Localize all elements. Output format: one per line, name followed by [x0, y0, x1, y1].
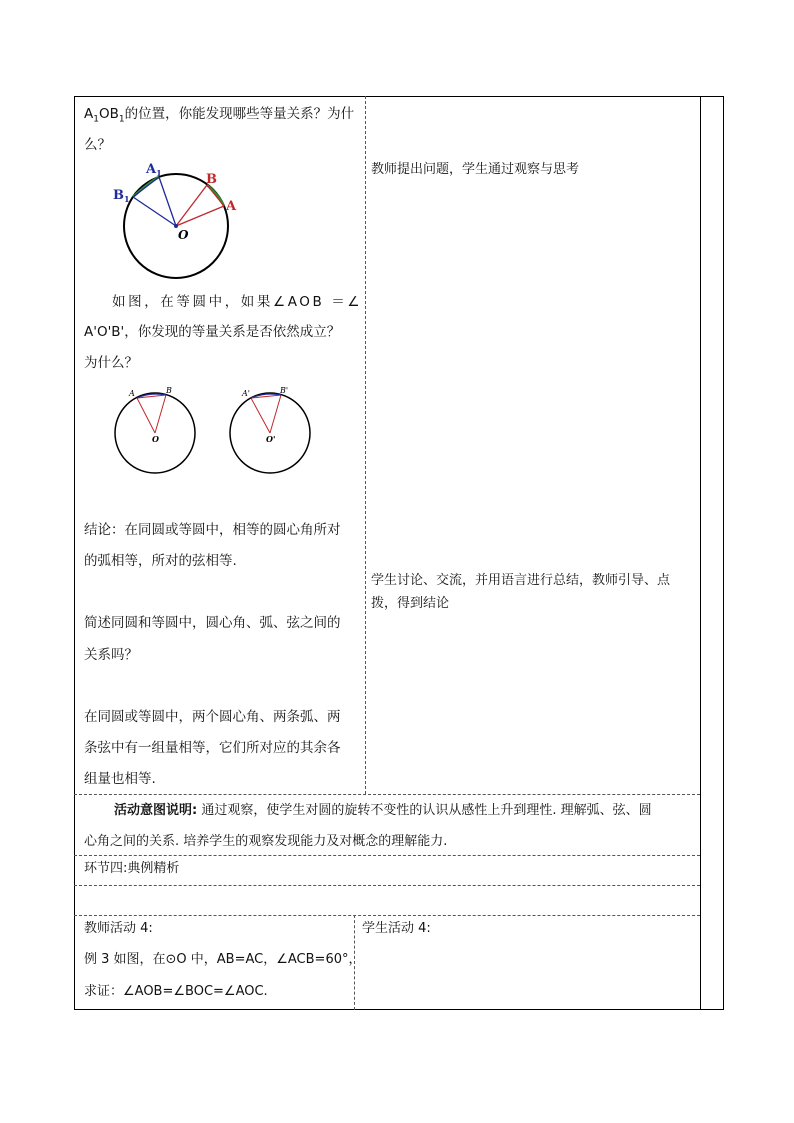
describe-line2: 关系吗？: [84, 647, 138, 663]
fig1-chord-a1b1: [133, 177, 159, 197]
activity-intent-line2: 心角之间的关系. 培养学生的观察发现能力及对概念的理解能力.: [84, 834, 448, 849]
question-line1: 如图，在等圆中，如果∠AOB ＝∠: [112, 294, 363, 310]
table-right-divider: [700, 96, 701, 1010]
activity-intent-line1: [114, 795, 652, 827]
fig1-radius-a1: [159, 177, 176, 226]
student-note-line2: 拨，得到结论: [371, 596, 450, 611]
intro-line1: $A_1OB_1$的位置，你能发现哪些等量关系？为什: [84, 106, 355, 125]
fig2-left-label-o: O: [152, 434, 159, 444]
conclusion-line1: 结论：在同圆或等圆中，相等的圆心角所对: [84, 522, 341, 538]
fig2-right-radius-b: [270, 395, 281, 433]
fig2-left-radius-b: [155, 395, 166, 433]
describe-line1: 简述同圆和等圆中，圆心角、弧、弦之间的: [84, 615, 341, 631]
fig2-right-label-a: A': [242, 389, 250, 398]
figure-equal-circles: [108, 384, 326, 480]
section4-title: 环节四:典例精析: [84, 861, 180, 876]
answer-line1: 在同圆或等圆中，两个圆心角、两条弧、两: [84, 709, 341, 725]
teacher-note: 教师提出问题，学生通过观察与思考: [371, 162, 580, 177]
fig1-label-a: A: [226, 199, 237, 214]
conclusion-line2: 的弧相等，所对的弦相等.: [84, 553, 237, 569]
fig1-label-a1: $A_1$: [146, 162, 162, 178]
question-line2: A'O'B'，你发现的等量关系是否依然成立？: [84, 324, 341, 340]
row-divider-blank: [74, 885, 700, 886]
fig1-label-o: O: [178, 228, 189, 242]
activity-intent-text1: 通过观察，使学生对圆的旋转不变性的认识从感性上升到理性. 理解弧、弦、圆: [201, 803, 652, 818]
column-divider: [365, 96, 366, 794]
figure-rotated-angles: [104, 158, 254, 284]
student-note-line1: 学生讨论、交流，并用语言进行总结，教师引导、点: [371, 573, 671, 588]
fig2-left-label-b: B: [166, 386, 172, 395]
intro-line2: 么？: [84, 137, 111, 153]
question-line3: 为什么？: [84, 355, 138, 371]
fig1-chord-ab: [207, 185, 224, 206]
fig1-radius-b1: [133, 197, 176, 226]
fig2-left-label-a: A: [129, 389, 135, 398]
student-activity-label: 学生活动 4:: [362, 921, 431, 936]
answer-line2: 条弦中有一组量相等，它们所对应的其余各: [84, 740, 341, 756]
fig2-left-radius-a: [137, 398, 155, 433]
fig1-label-b: B: [206, 172, 217, 187]
fig2-right-radius-a: [251, 398, 270, 433]
fig2-right-label-o: O': [266, 434, 276, 444]
activity-intent-label: 活动意图说明:: [114, 803, 198, 818]
fig2-right-label-b: B': [280, 386, 289, 395]
answer-line3: 组量也相等.: [84, 771, 156, 787]
fig1-label-b1: $B_1$: [113, 188, 130, 204]
example-line1: 例 3 如图，在⊙O 中，AB=AC，∠ACB=60°，: [84, 952, 362, 967]
teacher-activity-label: 教师活动 4:: [84, 921, 153, 936]
example-line2: 求证：∠AOB=∠BOC=∠AOC.: [84, 984, 268, 999]
